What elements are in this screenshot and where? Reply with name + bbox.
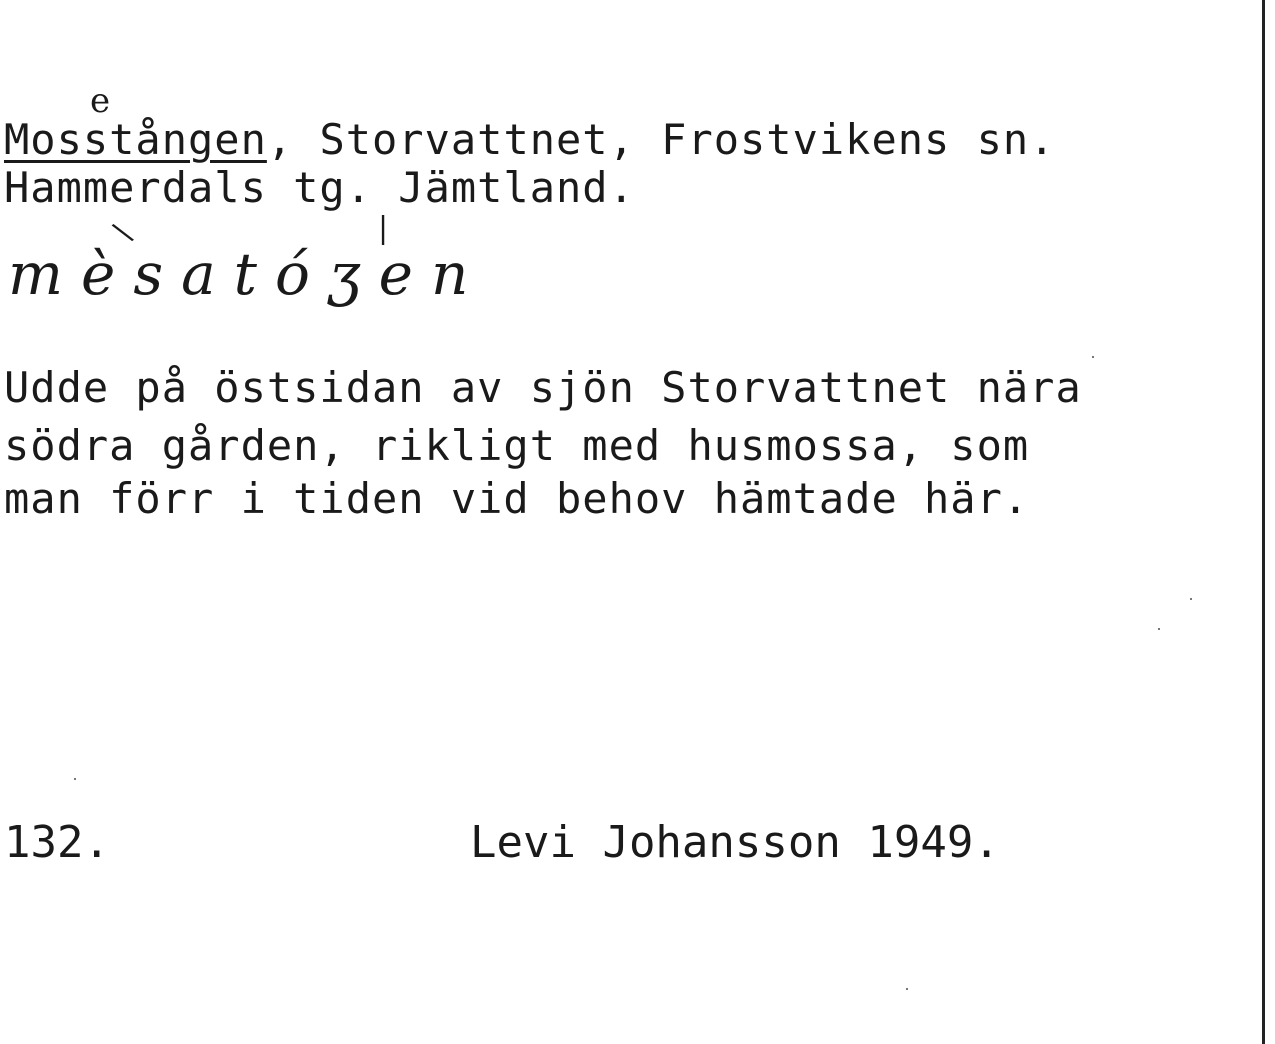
heading-line-2: Hammerdals tg. Jämtland. xyxy=(4,163,635,212)
description-line: man förr i tiden vid behov hämtade här. xyxy=(4,474,1030,523)
paper-speck xyxy=(906,988,908,990)
card-author: Levi Johansson 1949. xyxy=(470,817,1000,868)
heading-line xyxy=(4,115,1055,165)
card-number: 132. xyxy=(4,817,110,868)
paper-speck xyxy=(1092,356,1094,358)
description-line: södra gården, rikligt med husmossa, som xyxy=(4,421,1030,470)
paper-speck xyxy=(1158,628,1160,630)
description-line: Udde på östsidan av sjön Storvattnet nära xyxy=(4,363,1082,412)
heading-location: , Storvattnet, Frostvikens sn. xyxy=(266,115,1056,164)
phonetic-transcription: mèsatóʒen xyxy=(8,240,487,308)
paper-speck xyxy=(1190,598,1192,600)
accent-mark: \ xyxy=(108,215,137,250)
handwritten-correction: e xyxy=(90,81,111,121)
headword: Mosstången xyxy=(4,115,267,164)
card-edge xyxy=(1262,0,1265,1044)
stress-mark: | xyxy=(378,211,389,246)
paper-speck xyxy=(74,778,76,780)
